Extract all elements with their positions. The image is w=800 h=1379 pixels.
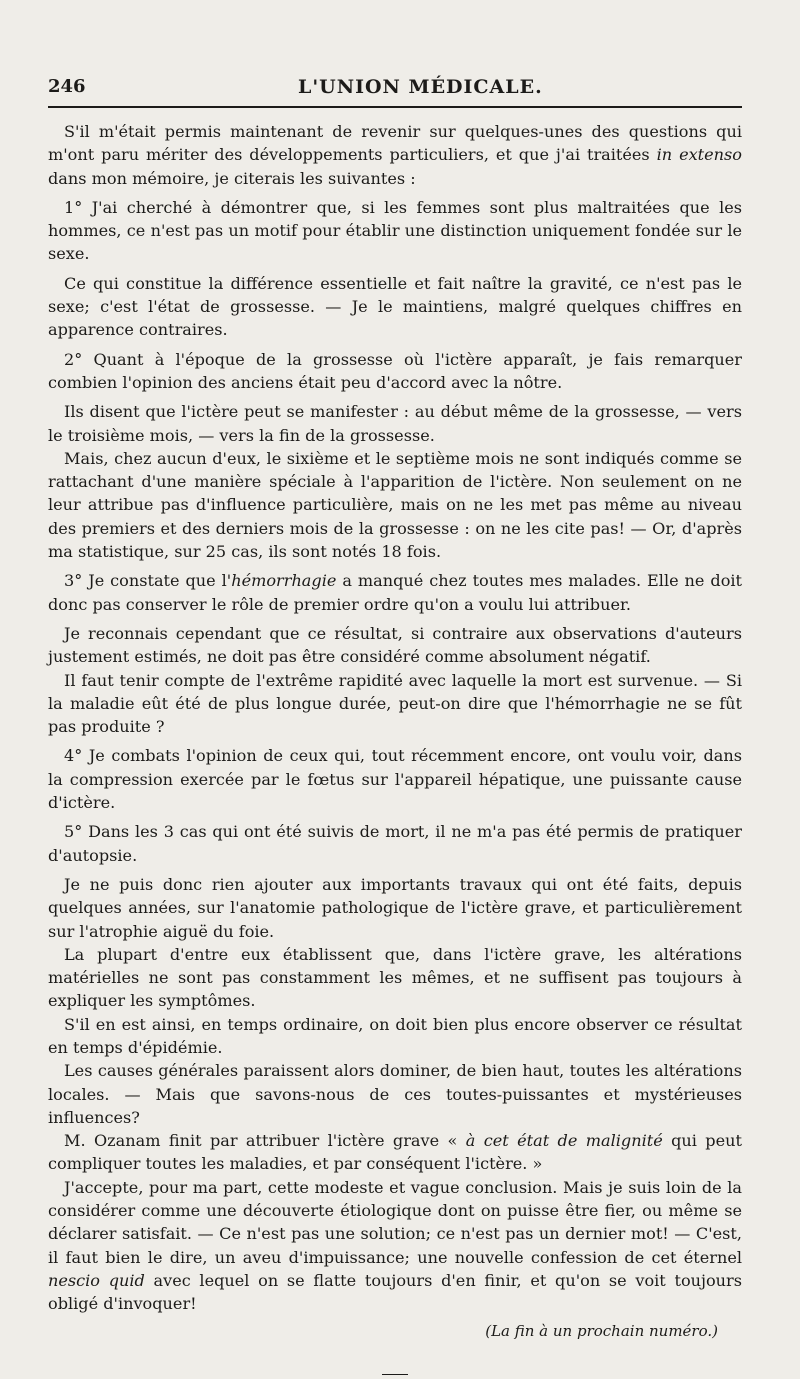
article-body: [48, 120, 742, 1316]
page-header: [48, 70, 742, 104]
paragraph: Mais, chez aucun d'eux, le sixième et le septième mois ne sont indiqués comme se rattachant d'une manière spéciale à l'apparition de l'ictère. Non seulement on ne leur attribue pas d'influence particulière, mais on ne les met pas même au niveau des premiers et des derniers mois de la grossesse : on ne les cite pas! — Or, d'après ma statistique, sur 25 cas, ils sont notés 18 fois.: [48, 448, 742, 562]
paragraph: Je reconnais cependant que ce résultat, si contraire aux observations d'auteurs justement estimés, ne doit pas être considéré comme absolument négatif.: [48, 623, 742, 667]
paragraph: J'accepte, pour ma part, cette modeste et vague conclusion. Mais je suis loin de la considérer comme une découverte étiologique dont on puisse être fier, ou même se déclarer satisfait. — Ce n'est pas une solution; ce n'est pas un dernier mot! — C'est, il faut bien le dire, un aveu d'impuissance; une nouvelle confession de cet éternel nescio quid avec lequel on se flatte toujours d'en finir, et qu'on se voit toujours obligé d'invoquer!: [48, 1177, 742, 1314]
document-page: [0, 70, 800, 1379]
paragraph: 5° Dans les 3 cas qui ont été suivis de mort, il ne m'a pas été permis de pratiquer d'autopsie.: [48, 822, 742, 865]
paragraph: Ils disent que l'ictère peut se manifester : au début même de la grossesse, — vers le troisième mois, — vers la fin de la grossesse.: [48, 402, 742, 445]
page-number: 246: [48, 76, 86, 97]
paragraph: Il faut tenir compte de l'extrême rapidité avec laquelle la mort est survenue. — Si la maladie eût été de plus longue durée, peut-on dire que l'hémorrhagie ne se fût pas produite ?: [48, 670, 742, 737]
header-rule: [48, 106, 742, 108]
paragraph: Je ne puis donc rien ajouter aux importants travaux qui ont été faits, depuis quelques années, sur l'anatomie pathologique de l'ictère grave, et particulièrement sur l'atrophie aiguë du foie.: [48, 874, 742, 941]
paragraph: 3° Je constate que l'hémorrhagie a manqué chez toutes mes malades. Elle ne doit donc pas conserver le rôle de premier ordre qu'on a voulu lui attribuer.: [48, 571, 743, 614]
bottom-rule: [382, 1374, 408, 1375]
paragraph: S'il m'était permis maintenant de revenir sur quelques-unes des questions qui m'ont paru mériter des développements particuliers, et que j'ai traitées in extenso dans mon mémoire, je citerais les suivantes :: [48, 122, 742, 188]
paragraph: 1° J'ai cherché à démontrer que, si les femmes sont plus maltraitées que les hommes, ce n'est pas un motif pour établir une distinction uniquement fondée sur le sexe.: [48, 197, 742, 264]
paragraph: La plupart d'entre eux établissent que, dans l'ictère grave, les altérations matérielles ne sont pas constamment les mêmes, et ne suffisent pas toujours à expliquer les symptômes.: [48, 944, 742, 1011]
emphasis-text: nescio quid: [48, 1270, 145, 1290]
paragraph: Les causes générales paraissent alors dominer, de bien haut, toutes les altérations locales. — Mais que savons-nous de ces toutes-puissantes et mystérieuses influences?: [48, 1061, 742, 1127]
paragraph: Ce qui constitue la différence essentielle et fait naître la gravité, ce n'est pas le sexe; c'est l'état de grossesse. — Je le maintiens, malgré quelques chiffres en apparence contraires.: [48, 273, 742, 340]
running-title: L'UNION MÉDICALE.: [298, 76, 543, 98]
paragraph: S'il en est ainsi, en temps ordinaire, on doit bien plus encore observer ce résultat en temps d'épidémie.: [48, 1014, 742, 1057]
paragraph: 2° Quant à l'époque de la grossesse où l'ictère apparaît, je fais remarquer combien l'opinion des anciens était peu d'accord avec la nôtre.: [48, 349, 742, 392]
paragraph: 4° Je combats l'opinion de ceux qui, tout récemment encore, ont voulu voir, dans la compression exercée par le fœtus sur l'appareil hépatique, une puissante cause d'ictère.: [48, 746, 742, 813]
continuation-note: (La fin à un prochain numéro.): [485, 1321, 718, 1340]
paragraph: M. Ozanam finit par attribuer l'ictère grave « à cet état de malignité qui peut compliquer toutes les maladies, et par conséquent l'ictère. »: [48, 1131, 742, 1174]
emphasis-text: in extenso: [656, 145, 742, 165]
emphasis-text: hémorrhagie: [231, 571, 337, 591]
emphasis-text: à cet état de malignité: [465, 1131, 663, 1151]
